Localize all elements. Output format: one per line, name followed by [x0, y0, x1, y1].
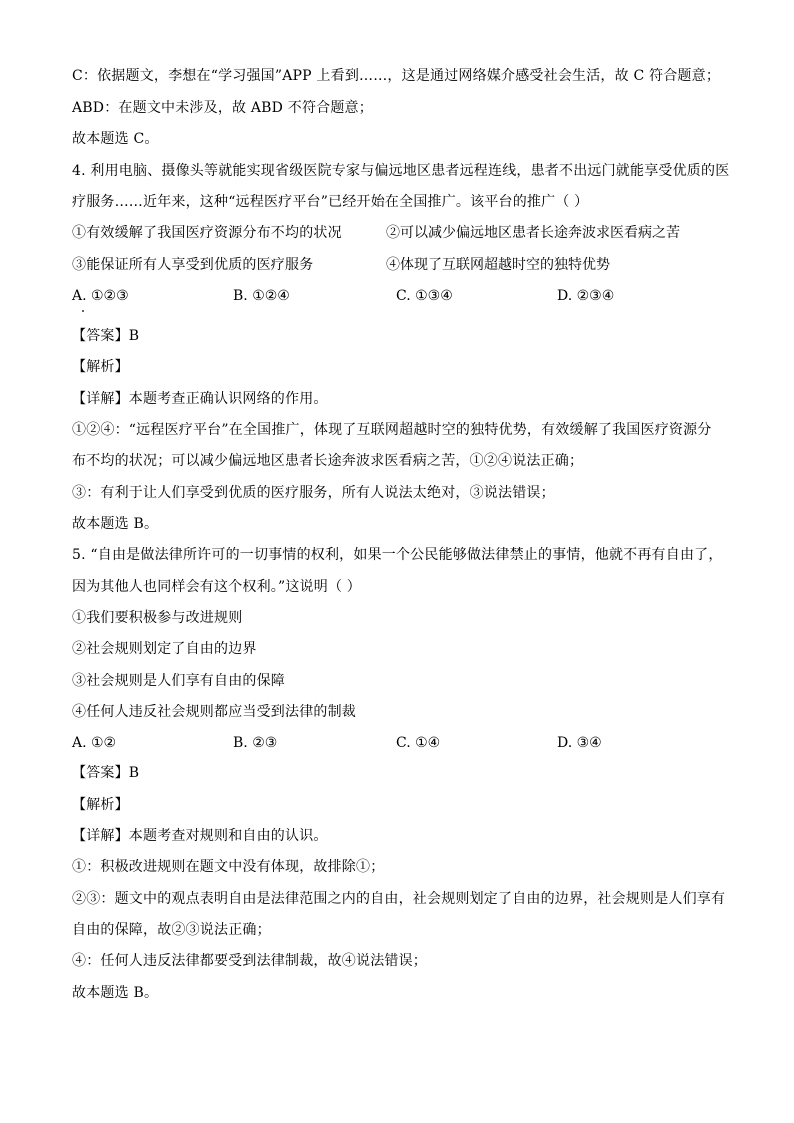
q4-detail: 【详解】本题考查正确认识网络的作用。	[72, 391, 328, 407]
q4-option-d: D. ②③④	[557, 288, 615, 304]
q5-stem-line2: 因为其他人也同样会有这个权利。”这说明（ ）	[72, 579, 362, 595]
stray-dot	[82, 310, 84, 312]
q4-explanation-1-line1: ①②④：“远程医疗平台”在全国推广，体现了互联网超越时空的独特优势，有效缓解了我国医疗资源分	[72, 422, 712, 438]
q5-statement-1: ①我们要积极参与改进规则	[72, 610, 243, 626]
q5-answer: 【答案】B	[72, 765, 140, 781]
q4-explanation-1-line2: 布不均的状况；可以减少偏远地区患者长途奔波求医看病之苦，①②④说法正确；	[72, 453, 584, 469]
q4-statement-3: ③能保证所有人享受到优质的医疗服务	[72, 257, 314, 273]
q5-option-d: D. ③④	[557, 735, 602, 751]
q5-detail: 【详解】本题考查对规则和自由的认识。	[72, 828, 328, 844]
q4-answer: 【答案】B	[72, 328, 140, 344]
q5-option-c: C. ①④	[396, 735, 441, 751]
q5-explanation-2-line2: 自由的保障，故②③说法正确；	[72, 922, 271, 938]
q5-conclusion: 故本题选 B。	[72, 985, 159, 1001]
q5-analysis-heading: 【解析】	[72, 797, 129, 813]
q4-analysis-heading: 【解析】	[72, 359, 129, 375]
q5-explanation-2-line1: ②③：题文中的观点表明自由是法律范围之内的自由，社会规则划定了自由的边界，社会规则是人们享有	[72, 891, 726, 907]
q5-stem-line1: 5. “自由是做法律所许可的一切事情的权利，如果一个公民能够做法律禁止的事情，他就不再有自由了，	[72, 547, 723, 563]
q4-explanation-2: ③：有利于让人们享受到优质的医疗服务，所有人说法太绝对，③说法错误；	[72, 485, 555, 501]
q5-option-a: A. ①②	[72, 735, 117, 751]
q4-option-c: C. ①③④	[396, 288, 453, 304]
prev-conclusion: 故本题选 C。	[72, 131, 159, 147]
explanation-option-abd: ABD：在题文中未涉及，故 ABD 不符合题意；	[72, 100, 373, 116]
q5-option-b: B. ②③	[233, 735, 278, 751]
q4-statement-1: ①有效缓解了我国医疗资源分布不均的状况	[72, 225, 342, 241]
q4-statement-4: ④体现了互联网超越时空的独特优势	[386, 257, 610, 273]
q4-option-b: B. ①②④	[233, 288, 290, 304]
q5-statement-4: ④任何人违反社会规则都应当受到法律的制裁	[72, 704, 356, 720]
q5-statement-2: ②社会规则划定了自由的边界	[72, 641, 257, 657]
q4-stem-line2: 疗服务……近年来，这种“远程医疗平台”已经开始在全国推广。该平台的推广（ ）	[72, 194, 589, 210]
q4-stem-line1: 4. 利用电脑、摄像头等就能实现省级医院专家与偏远地区患者远程连线，患者不出远门就能享受优质的医	[72, 163, 730, 179]
q5-explanation-1: ①：积极改进规则在题文中没有体现，故排除①；	[72, 859, 385, 875]
q4-option-a: A. ①②③	[72, 288, 129, 304]
explanation-option-c: C：依据题文，李想在“学习强国”APP 上看到……，这是通过网络媒介感受社会生活，故 C 符合题意；	[72, 68, 721, 84]
q5-statement-3: ③社会规则是人们享有自由的保障	[72, 673, 285, 689]
q5-explanation-3: ④：任何人违反法律都要受到法律制裁，故④说法错误；	[72, 953, 427, 969]
q4-statement-2: ②可以减少偏远地区患者长途奔波求医看病之苦	[386, 225, 680, 241]
q4-conclusion: 故本题选 B。	[72, 516, 159, 532]
